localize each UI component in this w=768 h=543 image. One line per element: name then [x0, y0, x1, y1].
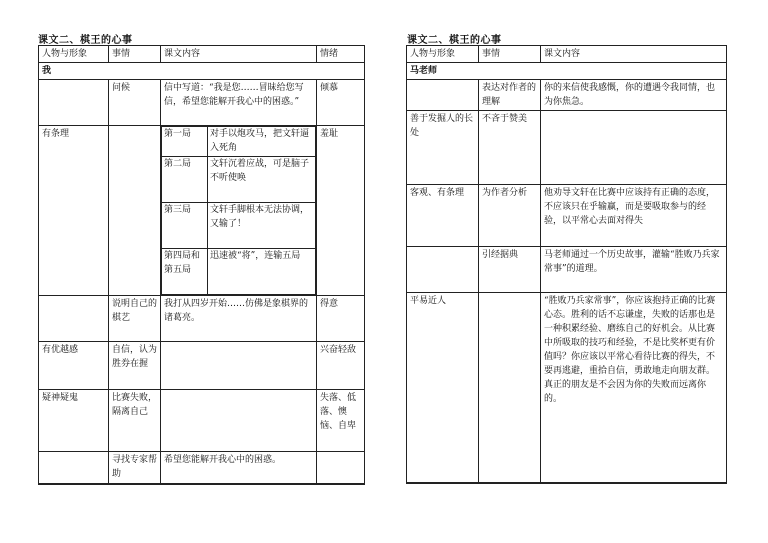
header-cell: 课文内容 [541, 46, 727, 63]
game-row [162, 203, 316, 249]
table-row [39, 452, 365, 484]
cell-content: 马老师通过一个历史故事，灌输“胜败乃兵家常事”的道理。 [541, 247, 727, 293]
left-section-row [39, 63, 365, 80]
cell-emotion: 倾慕 [317, 80, 365, 126]
game-round: 第一局 [162, 127, 208, 157]
table-row [39, 126, 365, 296]
cell-content: “胜败乃兵家常事”，你应该抱持正确的比赛心态。胜利的话不忘谦虚，失败的话那也是一种积累经验、磨练自己的好机会。从比赛中所吸取的技巧和经验，不是比奖杯更有价值吗？你应该以平常心看待比赛的得失，不要再逃避，重拾自信，勇敢地走向朋友群。真正的朋友是不会因为你的失败而远离你的。 [541, 293, 727, 483]
table-row [407, 185, 727, 247]
cell-content [161, 126, 317, 296]
game-round: 第四局和第五局 [162, 249, 208, 295]
game-content: 迅速被“将”，连输五局 [208, 249, 316, 295]
cell-emotion: 羞耻 [317, 126, 365, 296]
cell-character [39, 80, 109, 126]
cell-event: 说明自己的棋艺 [109, 296, 161, 342]
table-row [39, 390, 365, 452]
game-row [162, 127, 316, 157]
game-row [162, 249, 316, 295]
left-title: 课文二、棋王的心事 [38, 35, 133, 46]
right-header-row [407, 46, 727, 63]
cell-content: 我打从四岁开始……仿佛是象棋界的诸葛亮。 [161, 296, 317, 342]
cell-emotion: 兴奋轻敌 [317, 342, 365, 390]
header-cell: 人物与形象 [39, 46, 109, 63]
cell-content [161, 390, 317, 452]
game-row [162, 157, 316, 203]
cell-content: 他劝导文轩在比赛中应该持有正确的态度，不应该只在乎输赢，而是要吸取参与的经验，以平常心去面对得失 [541, 185, 727, 247]
cell-event: 自信，认为胜券在握 [109, 342, 161, 390]
cell-character [407, 247, 479, 293]
table-row [407, 80, 727, 111]
right-title: 课文二、棋王的心事 [407, 35, 502, 46]
cell-character: 有条理 [39, 126, 109, 296]
cell-character [39, 296, 109, 342]
cell-emotion: 得意 [317, 296, 365, 342]
cell-character [407, 80, 479, 111]
games-table [161, 126, 316, 295]
left-table [38, 45, 365, 485]
header-cell: 事情 [479, 46, 541, 63]
game-content: 对手以炮攻马，把文轩逼入死角 [208, 127, 316, 157]
section-label: 马老师 [407, 63, 727, 80]
cell-character: 客观、有条理 [407, 185, 479, 247]
game-content: 文轩沉着应战，可是脑子不听使唤 [208, 157, 316, 203]
game-round: 第二局 [162, 157, 208, 203]
right-table [406, 45, 727, 484]
table-row [407, 247, 727, 293]
game-round: 第三局 [162, 203, 208, 249]
section-label: 我 [39, 63, 365, 80]
header-cell: 人物与形象 [407, 46, 479, 63]
header-cell: 情绪 [317, 46, 365, 63]
cell-character: 善于发掘人的长处 [407, 111, 479, 185]
table-row [407, 111, 727, 185]
table-row [407, 293, 727, 483]
table-row [39, 342, 365, 390]
game-content: 文轩手脚根本无法协调，又输了！ [208, 203, 316, 249]
header-cell: 事情 [109, 46, 161, 63]
cell-event: 为作者分析 [479, 185, 541, 247]
cell-emotion [317, 452, 365, 484]
cell-event [479, 293, 541, 483]
header-cell: 课文内容 [161, 46, 317, 63]
cell-content: 你的来信使我感慨，你的遭遇令我同情，也为你焦急。 [541, 80, 727, 111]
cell-content [161, 342, 317, 390]
cell-character: 有优越感 [39, 342, 109, 390]
cell-emotion: 失落、低落、懊恼、自卑 [317, 390, 365, 452]
cell-content: 希望您能解开我心中的困惑。 [161, 452, 317, 484]
cell-character: 平易近人 [407, 293, 479, 483]
cell-content: 信中写道：“我是您……冒昧给您写信，希望您能解开我心中的困惑。” [161, 80, 317, 126]
cell-event: 比赛失败，隔离自己 [109, 390, 161, 452]
cell-event: 不吝于赞美 [479, 111, 541, 185]
right-section-row [407, 63, 727, 80]
table-row [39, 80, 365, 126]
cell-character [39, 452, 109, 484]
cell-event [109, 126, 161, 296]
cell-event: 引经据典 [479, 247, 541, 293]
cell-content [541, 111, 727, 185]
cell-character: 疑神疑鬼 [39, 390, 109, 452]
cell-event: 问候 [109, 80, 161, 126]
cell-event: 表达对作者的理解 [479, 80, 541, 111]
table-row [39, 296, 365, 342]
left-header-row [39, 46, 365, 63]
cell-event: 寻找专家帮助 [109, 452, 161, 484]
